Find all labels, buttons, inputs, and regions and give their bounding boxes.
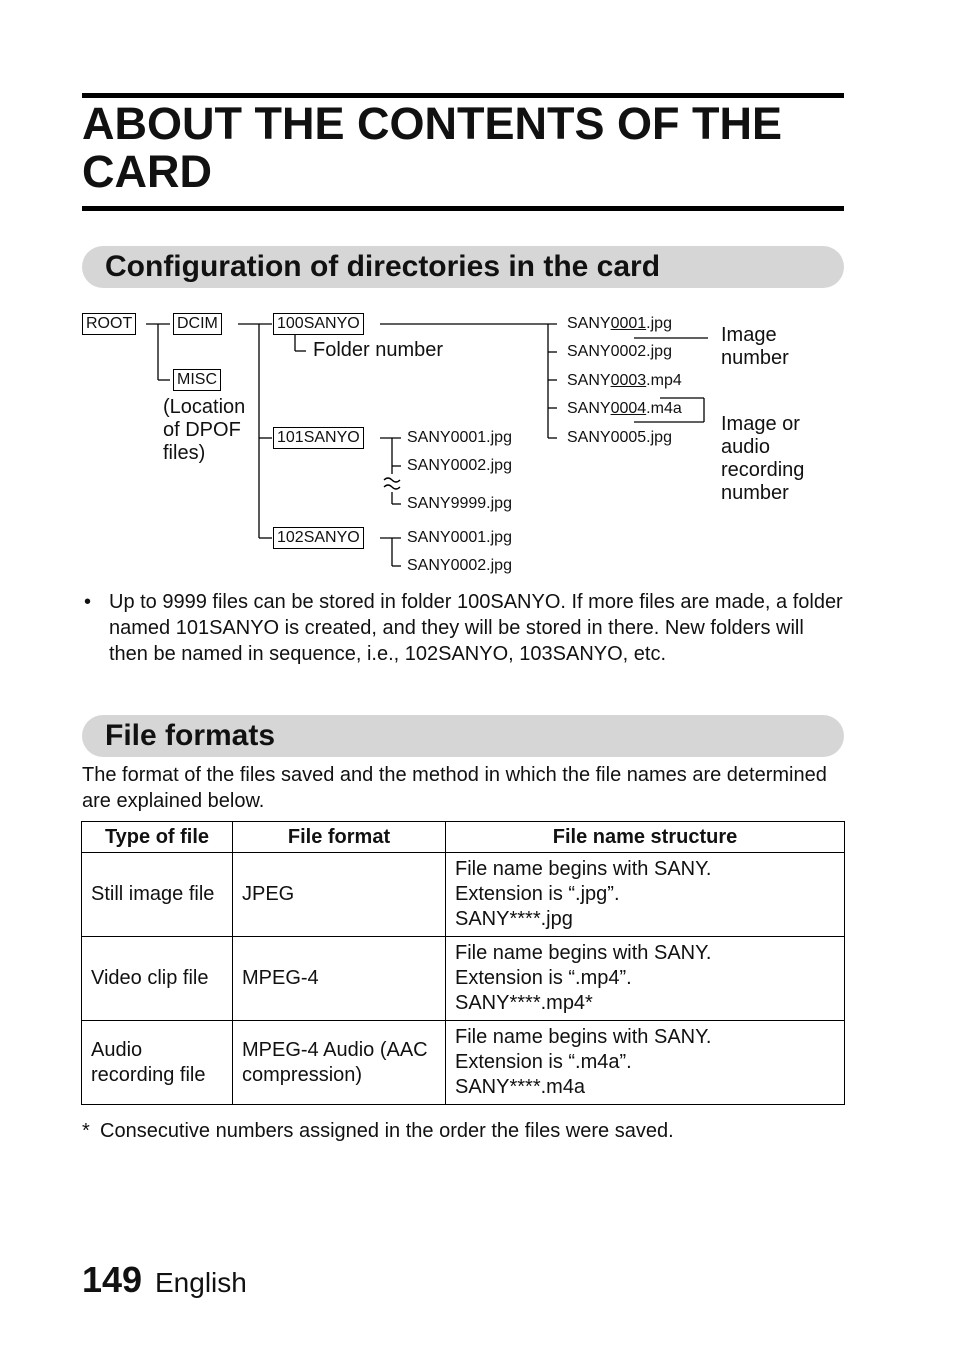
structure-line: File name begins with SANY. <box>455 942 712 964</box>
file-100-5 <box>567 428 672 448</box>
table-row <box>82 937 845 1021</box>
section-heading-directories: Configuration of directories in the card <box>105 250 661 283</box>
misc-folder-box: MISC <box>173 369 221 391</box>
structure-line: File name begins with SANY. <box>455 1026 712 1048</box>
column-header-structure: File name structure <box>446 822 845 853</box>
column-header-type: Type of file <box>82 822 233 853</box>
file-prefix: SANY <box>567 372 611 389</box>
table-row <box>82 853 845 937</box>
directory-tree-diagram <box>0 0 954 600</box>
file-prefix: SANY <box>567 400 611 417</box>
folder-101sanyo-box: 101SANYO <box>273 427 364 449</box>
cell-type: Video clip file <box>82 937 233 1021</box>
file-formats-intro: The format of the files saved and the method in which the file names are determined are explained below. <box>82 764 827 812</box>
misc-location-note: (Location of DPOF files) <box>163 396 246 464</box>
file-extension: .jpg <box>646 429 672 446</box>
cell-format: MPEG-4 Audio (AAC compression) <box>233 1021 446 1105</box>
file-number: 0004 <box>610 400 647 417</box>
folder-number-label: Folder number <box>313 339 444 361</box>
file-102-1: SANY0001.jpg <box>407 529 512 546</box>
structure-line: SANY****.m4a <box>455 1076 586 1098</box>
file-extension: .m4a <box>646 400 682 417</box>
cell-structure <box>446 853 845 937</box>
file-formats-table <box>81 821 845 1105</box>
structure-line: SANY****.mp4* <box>455 992 593 1014</box>
cell-type: Audio recording file <box>82 1021 233 1105</box>
file-100-4 <box>567 399 682 419</box>
table-row <box>82 1021 845 1105</box>
structure-line: Extension is “.jpg”. <box>455 883 620 905</box>
cell-format: JPEG <box>233 853 446 937</box>
structure-line: File name begins with SANY. <box>455 858 712 880</box>
footnote-text: Consecutive numbers assigned in the order the files were saved. <box>100 1120 674 1142</box>
dcim-folder-box: DCIM <box>173 313 222 335</box>
cell-structure <box>446 937 845 1021</box>
cell-format: MPEG-4 <box>233 937 446 1021</box>
file-number: 0002 <box>610 343 647 360</box>
root-folder-box: ROOT <box>82 313 136 335</box>
file-prefix: SANY <box>567 343 611 360</box>
column-header-format: File format <box>233 822 446 853</box>
section-heading-file-formats: File formats <box>105 719 276 752</box>
recording-number-label: Image or audio recording number <box>721 413 805 504</box>
file-100-2 <box>567 342 672 362</box>
section-heading-bar <box>82 715 844 757</box>
file-101-2: SANY0002.jpg <box>407 457 512 474</box>
file-number: 0003 <box>610 372 647 389</box>
structure-line: SANY****.jpg <box>455 908 573 930</box>
folder-limit-text: Up to 9999 files can be stored in folder 100SANYO. If more files are made, a folder named 101SANYO is created, and they will be stored in there. New folders will then be named in sequence, i.e., 102SANYO, 103SANYO, etc. <box>109 591 843 665</box>
table-header-row <box>82 822 845 853</box>
file-102-2: SANY0002.jpg <box>407 557 512 574</box>
image-number-label: Image number <box>721 324 789 369</box>
file-prefix: SANY <box>567 315 611 332</box>
cell-type: Still image file <box>82 853 233 937</box>
file-number: 0001 <box>610 315 647 332</box>
bullet-dot-icon: • <box>84 591 92 613</box>
cell-structure <box>446 1021 845 1105</box>
file-extension: .mp4 <box>646 372 682 389</box>
file-100-3 <box>567 371 682 391</box>
folder-102sanyo-box: 102SANYO <box>273 527 364 549</box>
table-footnote <box>82 1118 674 1144</box>
structure-line: Extension is “.m4a”. <box>455 1051 632 1073</box>
page-number: 149 <box>82 1259 143 1300</box>
footnote-mark: * <box>82 1120 90 1142</box>
page-title: ABOUT THE CONTENTS OF THE CARD <box>82 98 782 197</box>
file-prefix: SANY <box>567 429 611 446</box>
file-extension: .jpg <box>646 343 672 360</box>
page-language: English <box>155 1267 247 1298</box>
structure-line: Extension is “.mp4”. <box>455 967 632 989</box>
file-100-1 <box>567 314 672 334</box>
file-number: 0005 <box>610 429 647 446</box>
file-101-3: SANY9999.jpg <box>407 495 512 512</box>
file-101-1: SANY0001.jpg <box>407 429 512 446</box>
file-extension: .jpg <box>646 315 672 332</box>
folder-100sanyo-box: 100SANYO <box>273 313 364 335</box>
